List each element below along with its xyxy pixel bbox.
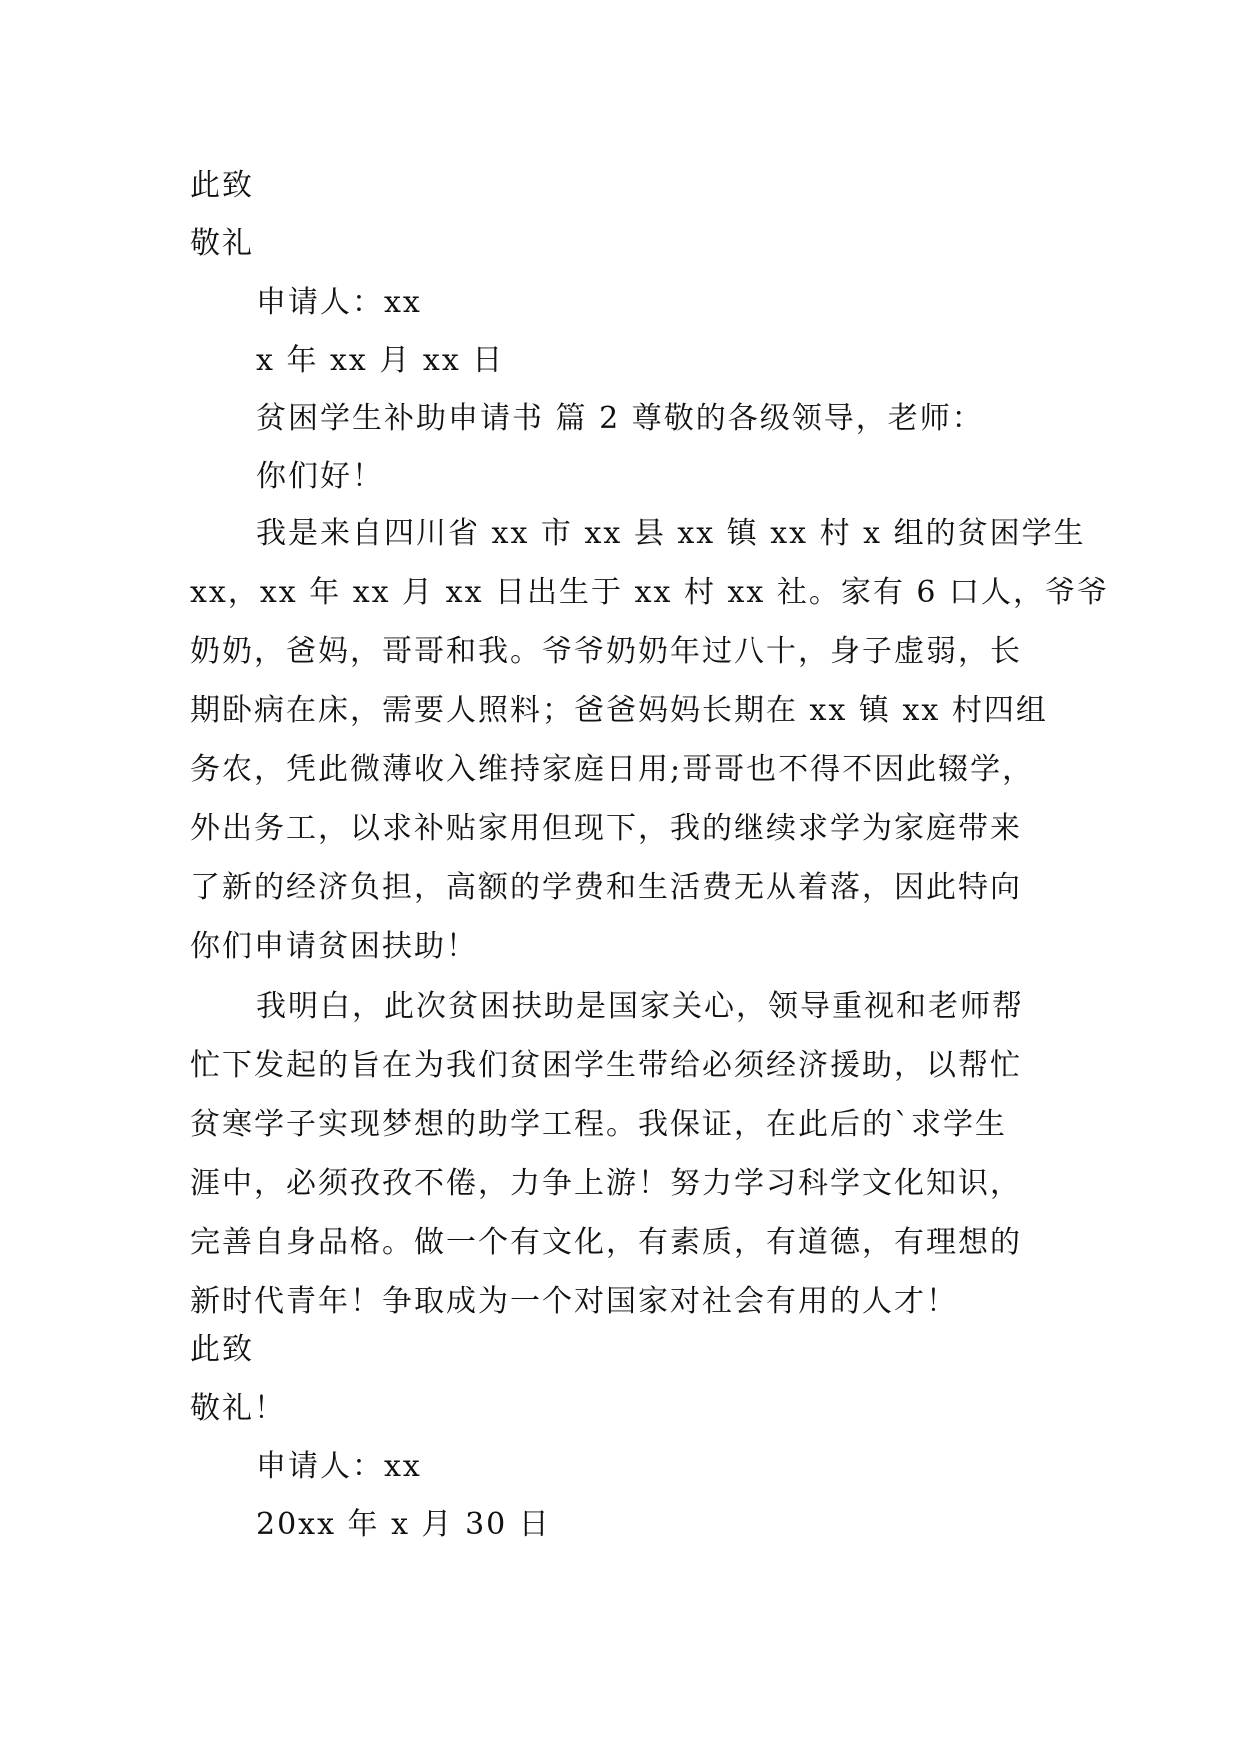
- body-paragraph-1: [190, 504, 1110, 976]
- paragraph-line: 完善自身品格。做一个有文化，有素质，有道德，有理想的: [190, 1225, 1022, 1260]
- body-paragraph-2: [190, 977, 1050, 1331]
- paragraph-line: 务农，凭此微薄收入维持家庭日用;哥哥也不得不因此辍学，: [190, 752, 1035, 787]
- paragraph-line: 期卧病在床，需要人照料；爸爸妈妈长期在 xx 镇 xx 村四组: [190, 693, 1048, 728]
- paragraph-line: 贫寒学子实现梦想的助学工程。我保证，在此后的`求学生: [190, 1107, 1007, 1142]
- applicant-signature: 申请人：xx: [256, 1449, 422, 1484]
- paragraph-line: 涯中，必须孜孜不倦，力争上游！努力学习科学文化知识，: [190, 1166, 1022, 1201]
- paragraph-line: 外出务工，以求补贴家用但现下，我的继续求学为家庭带来: [190, 811, 1022, 846]
- paragraph-line: 奶奶，爸妈，哥哥和我。爷爷奶奶年过八十，身子虚弱，长: [190, 634, 1022, 669]
- paragraph-line: xx，xx 年 xx 月 xx 日出生于 xx 村 xx 社。家有 6 口人，爷爷: [190, 575, 1110, 610]
- paragraph-line: 我是来自四川省 xx 市 xx 县 xx 镇 xx 村 x 组的贫困学生: [256, 516, 1086, 551]
- applicant-signature: 申请人：xx: [256, 285, 422, 320]
- paragraph-line: 你们申请贫困扶助！: [190, 929, 478, 964]
- paragraph-line: 我明白，此次贫困扶助是国家关心，领导重视和老师帮: [256, 989, 1024, 1024]
- paragraph-line: 了新的经济负担，高额的学费和生活费无从着落，因此特向: [190, 870, 1022, 905]
- closing-salutation-2: 敬礼！: [190, 1391, 286, 1426]
- closing-salutation-2: 敬礼: [190, 226, 254, 261]
- application-date: 20xx 年 x 月 30 日: [256, 1507, 551, 1542]
- application-date: x 年 xx 月 xx 日: [256, 343, 505, 378]
- letter-heading: 贫困学生补助申请书 篇 2 尊敬的各级领导，老师：: [256, 401, 984, 436]
- closing-salutation-1: 此致: [190, 168, 254, 203]
- paragraph-line: 新时代青年！争取成为一个对国家对社会有用的人才！: [190, 1284, 958, 1319]
- paragraph-line: 忙下发起的旨在为我们贫困学生带给必须经济援助，以帮忙: [190, 1048, 1022, 1083]
- letter-greeting: 你们好！: [256, 459, 384, 494]
- closing-salutation-1: 此致: [190, 1332, 254, 1367]
